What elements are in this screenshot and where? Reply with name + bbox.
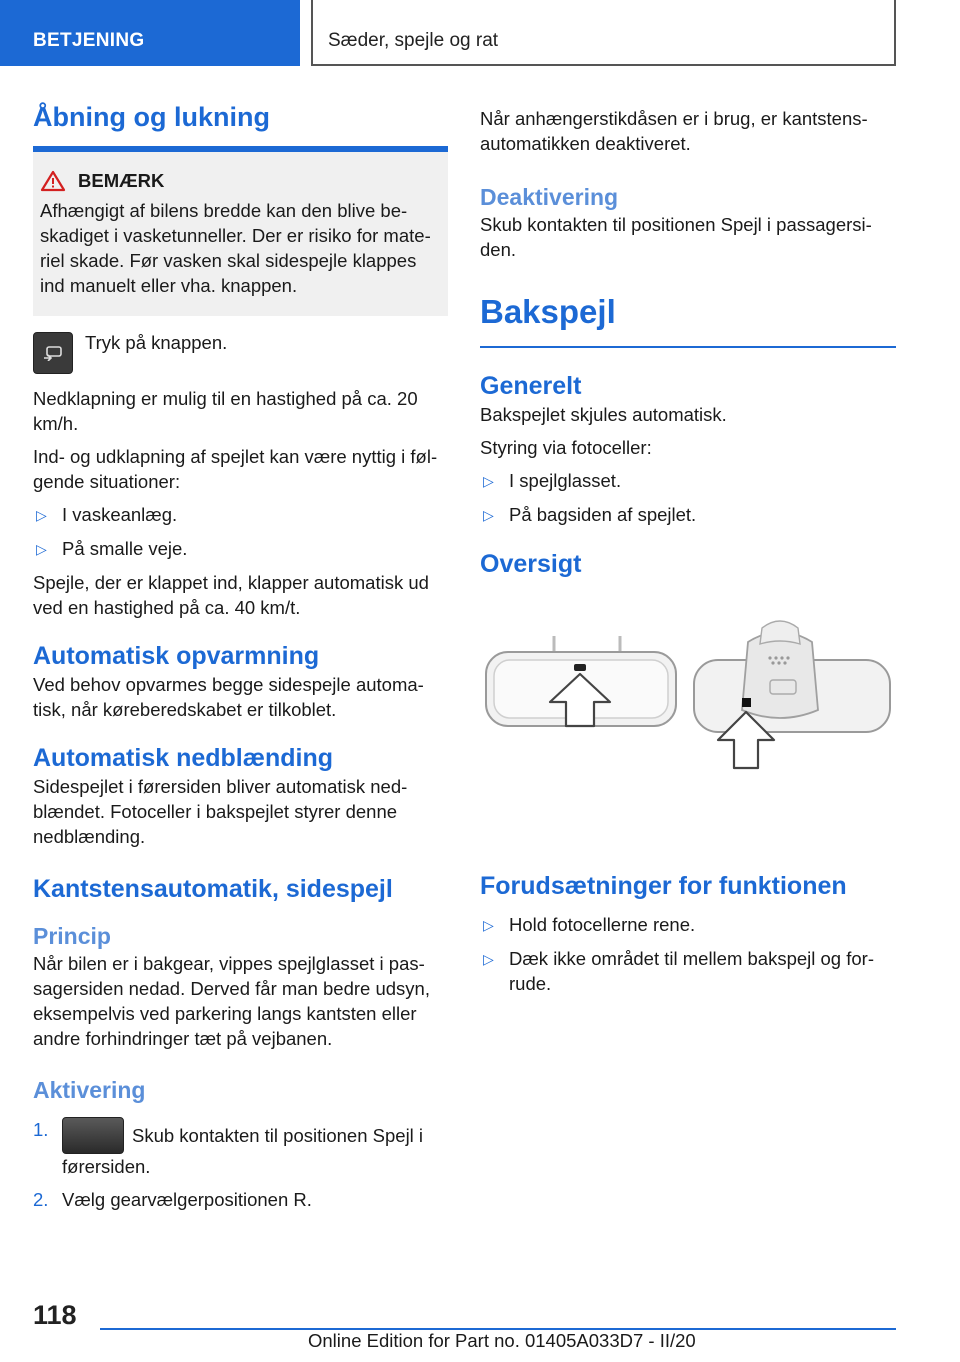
warning-icon [40, 170, 66, 192]
list-item: ▷ I vaskeanlæg. [33, 502, 448, 528]
list-item: ▷ Hold fotocellerne rene. [480, 912, 896, 938]
principle-text: Når bilen er i bakgear, vippes spejlglasset i passagersiden nedad. Derved får man bedre udsyn, eksempelvis ved parkering langs kantsten eller andre forhindringer tæt på vejbanen. [33, 953, 430, 1049]
footer-edition: Online Edition for Part no. 01405A033D7 - II/20 [308, 1330, 696, 1351]
dimming-text: Sidespejlet i førersiden bliver automatisk nedblændet. Fotoceller i bakspejlet styrer denne nedblænding. [33, 776, 408, 847]
heading-deactivation: Deaktivering [480, 184, 619, 210]
left-column [33, 100, 448, 1220]
notice-box [33, 152, 448, 316]
heading-principle: Princip [33, 923, 111, 949]
title-opening-closing: Åbning og lukning [33, 102, 270, 132]
control-text: Styring via fotoceller: [480, 437, 652, 458]
heading-activation: Aktivering [33, 1077, 146, 1103]
triangle-bullet-icon: ▷ [36, 541, 47, 557]
header-chapter-box [311, 0, 896, 66]
heating-text: Ved behov opvarmes begge sidespejle automatisk, når køreberedskabet er tilkoblet. [33, 674, 424, 720]
fold-situations-text: Ind- og udklapning af spejlet kan være nyttig i følgende situationer: [33, 446, 438, 492]
notice-text: Afhængigt af bilens bredde kan den blive beskadiget i vasketunneller. Der er risiko for materiel skade. Før vasken skal sidespejle klappes ind manuelt eller vha. knappen. [40, 200, 431, 296]
mirror-switch-icon [62, 1117, 124, 1154]
general-text: Bakspejlet skjules automatisk. [480, 404, 727, 425]
notice-header [40, 170, 440, 192]
heading-auto-heating: Automatisk opvarmning [33, 642, 320, 670]
mirror-fold-button-icon [33, 332, 73, 374]
header-section-tab [0, 0, 300, 66]
notice-label: BEMÆRK [78, 170, 165, 191]
triangle-bullet-icon: ▷ [483, 917, 494, 933]
rearview-rule [480, 346, 896, 348]
heading-general: Generelt [480, 372, 582, 400]
triangle-bullet-icon: ▷ [36, 507, 47, 523]
heading-requirements: Forudsætninger for funktionen [480, 872, 847, 900]
step-item: 1. Skub kontakten til positionen Spejl i førersiden. [33, 1119, 424, 1177]
heading-curb-function: Kantstensautomatik, sidespejl [33, 875, 393, 903]
rearview-mirror-illustration [480, 608, 896, 808]
heading-auto-dimming: Automatisk nedblænding [33, 744, 333, 772]
list-item: ▷ I spejlglasset. [480, 468, 896, 494]
list-item: ▷ På smalle veje. [33, 536, 448, 562]
header-section: BETJENING [33, 30, 145, 51]
auto-unfold-text: Spejle, der er klappet ind, klapper automatisk ud ved en hastighed på ca. 40 km/t. [33, 572, 429, 618]
list-item: ▷ Dæk ikke området til mellem bakspejl og forrude. [480, 946, 896, 996]
step-item: 2. Vælg gearvælgerpositionen R. [33, 1189, 312, 1210]
triangle-bullet-icon: ▷ [483, 507, 494, 523]
trailer-text: Når anhængerstikdåsen er i brug, er kantstensautomatikken deaktiveret. [480, 108, 868, 154]
list-item: ▷ På bagsiden af spejlet. [480, 502, 896, 528]
fold-speed-text: Nedklapning er mulig til en hastighed på ca. 20 km/h. [33, 388, 418, 434]
heading-rearview-mirror: Bakspejl [480, 293, 616, 330]
deactivation-text: Skub kontakten til positionen Spejl i passagersiden. [480, 214, 872, 260]
right-column [480, 106, 896, 1004]
triangle-bullet-icon: ▷ [483, 951, 494, 967]
page-number: 118 [33, 1300, 77, 1330]
heading-overview: Oversigt [480, 550, 582, 578]
header-chapter: Sæder, spejle og rat [328, 30, 499, 51]
triangle-bullet-icon: ▷ [483, 473, 494, 489]
fold-button-row [33, 332, 448, 374]
press-button-text: Tryk på knappen. [85, 332, 228, 353]
